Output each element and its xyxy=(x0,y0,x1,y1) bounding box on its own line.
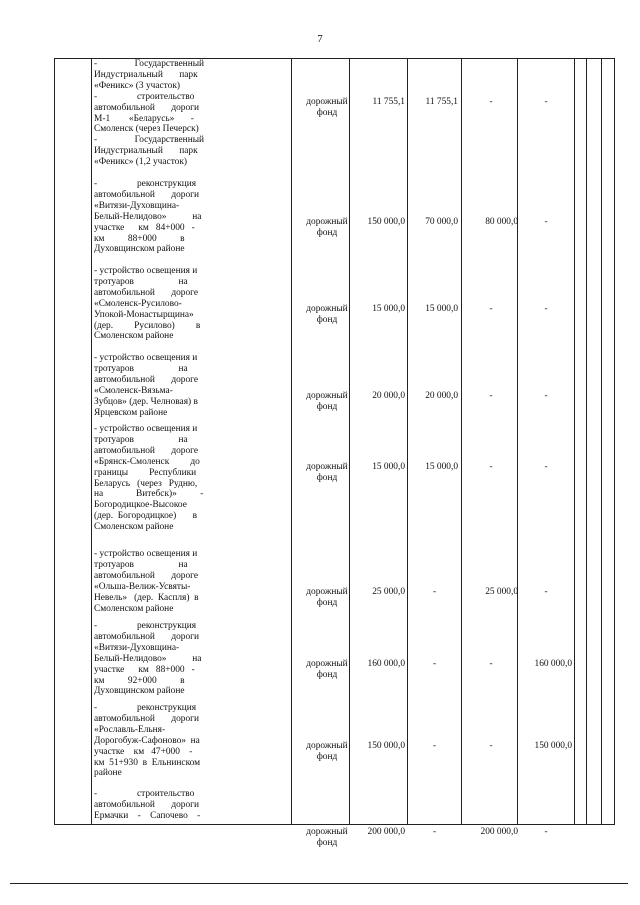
row-description xyxy=(94,621,277,697)
description-line: Упокой-Монастырщина» xyxy=(94,309,194,320)
description-line: - реконструкция xyxy=(94,703,197,713)
amount-cell-2: - xyxy=(432,741,437,751)
description-line: Индустриальный парк xyxy=(94,69,198,80)
amount-cell-2: - xyxy=(432,827,437,837)
amount-cell-4: - xyxy=(544,304,548,314)
description-line: автомобильной дороге xyxy=(94,374,199,385)
description-line: «Витязи-Духовщина- xyxy=(94,200,180,211)
amount-cell-3: - xyxy=(489,462,493,472)
description-line: км 92+000 в xyxy=(94,675,185,686)
description-line: Ермачки - Сапочево - xyxy=(94,810,201,821)
column-divider xyxy=(601,59,602,824)
funding-source: дорожный фонд xyxy=(306,659,348,680)
description-line: тротуаров на xyxy=(94,559,188,570)
row-description xyxy=(94,266,277,342)
description-line: «Смоленск-Вязьма- xyxy=(94,385,173,396)
amount-cell-2: 15 000,0 xyxy=(425,462,458,472)
description-line: «Рославль-Ельня- xyxy=(94,724,166,735)
row-description xyxy=(94,353,277,418)
description-line: участке км 47+000 - xyxy=(94,746,193,757)
funding-source: дорожный фонд xyxy=(306,217,348,238)
description-line: районе xyxy=(94,768,122,779)
description-line: Белый-Нелидово» на xyxy=(94,653,202,664)
description-line: «Брянск-Смоленск до xyxy=(94,456,200,467)
budget-table xyxy=(54,58,615,848)
amount-cell-3: - xyxy=(489,659,493,669)
description-line: «Витязи-Духовщина- xyxy=(94,642,180,653)
description-line: - строительство xyxy=(94,789,195,799)
description-line: - реконструкция xyxy=(94,179,197,189)
description-line: на Витебск)» - xyxy=(94,489,204,500)
description-line: Смоленском районе xyxy=(94,603,174,614)
row-description xyxy=(94,424,277,533)
amount-cell-2: 11 755,1 xyxy=(425,97,458,107)
description-line: «Смоленск-Русилово- xyxy=(94,298,182,309)
column-divider xyxy=(291,59,292,824)
amount-cell-3: - xyxy=(489,97,493,107)
funding-source: дорожный фонд xyxy=(306,462,348,483)
description-line: автомобильной дороги xyxy=(94,799,200,810)
row-description xyxy=(94,703,277,779)
column-divider xyxy=(407,59,408,824)
amount-cell-1: 200 000,0 xyxy=(367,827,405,837)
description-line: «Ольша-Велиж-Усвяты- xyxy=(94,581,191,592)
amount-cell-1: 15 000,0 xyxy=(372,304,405,314)
amount-cell-1: 11 755,1 xyxy=(372,97,405,107)
row-description xyxy=(94,179,277,255)
description-line: автомобильной дороге xyxy=(94,445,199,456)
page-number: 7 xyxy=(317,33,323,45)
amount-cell-1: 20 000,0 xyxy=(372,391,405,401)
amount-cell-1: 160 000,0 xyxy=(367,659,405,669)
description-line: - устройство освещения и xyxy=(94,353,198,363)
description-line: (дер. Русилово) в xyxy=(94,320,201,331)
row-description xyxy=(94,59,277,168)
amount-cell-4: 150 000,0 xyxy=(534,741,572,751)
description-line: Невель» (дер. Каспля) в xyxy=(94,592,199,603)
funding-source: дорожный фонд xyxy=(306,97,348,118)
description-line: Духовщинском районе xyxy=(94,686,185,697)
column-divider xyxy=(574,59,575,824)
description-line: Смоленск (через Печерск) xyxy=(94,124,199,135)
description-line: - строительство xyxy=(94,91,195,102)
description-line: - устройство освещения и xyxy=(94,549,198,559)
amount-cell-1: 25 000,0 xyxy=(372,587,405,597)
column-divider xyxy=(91,59,92,824)
description-line: границы Республики xyxy=(94,467,197,478)
description-line: Дорогобуж-Сафоново» на xyxy=(94,735,200,746)
amount-cell-1: 15 000,0 xyxy=(372,462,405,472)
row-description xyxy=(94,549,277,614)
amount-cell-4: - xyxy=(544,217,548,227)
description-line: - реконструкция xyxy=(94,621,197,631)
description-line: автомобильной дороге xyxy=(94,287,199,298)
row-description xyxy=(94,789,277,822)
description-line: тротуаров на xyxy=(94,434,188,445)
amount-cell-3: - xyxy=(489,304,493,314)
description-line: - Государственный xyxy=(94,59,205,69)
footer-rule xyxy=(10,883,628,884)
description-line: автомобильной дороги xyxy=(94,713,200,724)
description-line: Белый-Нелидово» на xyxy=(94,211,202,222)
description-line: М-1 «Беларусь» - xyxy=(94,113,194,124)
amount-cell-3: 80 000,0 xyxy=(485,217,518,227)
amount-cell-1: 150 000,0 xyxy=(367,741,405,751)
amount-cell-4: - xyxy=(544,827,548,837)
amount-cell-3: 25 000,0 xyxy=(485,587,518,597)
funding-source: дорожный фонд xyxy=(306,391,348,412)
description-line: (дер. Богородицкое) в xyxy=(94,511,198,522)
description-line: Смоленском районе xyxy=(94,331,174,342)
amount-cell-4: - xyxy=(544,587,548,597)
description-line: тротуаров на xyxy=(94,276,188,287)
description-line: автомобильной дороги xyxy=(94,102,200,113)
description-line: «Феникс» (1,2 участок) xyxy=(94,157,188,168)
amount-cell-1: 150 000,0 xyxy=(367,217,405,227)
funding-source: дорожный фонд xyxy=(306,587,348,608)
amount-cell-3: - xyxy=(489,391,493,401)
column-divider xyxy=(517,59,518,824)
description-line: Индустриальный парк xyxy=(94,146,198,157)
amount-cell-3: - xyxy=(489,741,493,751)
description-line: Богородицкое-Высокое xyxy=(94,500,187,511)
description-line: Смоленском районе xyxy=(94,522,174,533)
amount-cell-3: 200 000,0 xyxy=(480,827,518,837)
column-divider xyxy=(461,59,462,824)
amount-cell-2: 70 000,0 xyxy=(425,217,458,227)
description-line: - устройство освещения и xyxy=(94,266,198,276)
description-line: км 88+000 в xyxy=(94,233,185,244)
amount-cell-2: - xyxy=(432,587,437,597)
amount-cell-2: 15 000,0 xyxy=(425,304,458,314)
funding-source: дорожный фонд xyxy=(306,741,348,762)
description-line: автомобильной дороге xyxy=(94,570,199,581)
description-line: Зубцов» (дер. Челновая) в xyxy=(94,396,198,407)
funding-source: дорожный фонд xyxy=(306,304,348,325)
description-line: «Феникс» (3 участок) xyxy=(94,80,181,91)
amount-cell-4: 160 000,0 xyxy=(534,659,572,669)
description-line: участке км 84+000 - xyxy=(94,222,195,233)
amount-cell-2: - xyxy=(432,659,437,669)
description-line: тротуаров на xyxy=(94,363,188,374)
amount-cell-4: - xyxy=(544,97,548,107)
column-divider xyxy=(349,59,350,824)
description-line: км 51+930 в Ельнинском xyxy=(94,757,201,768)
description-line: автомобильной дороги xyxy=(94,631,200,642)
funding-source: дорожный фонд xyxy=(306,827,348,848)
description-line: Духовщинском районе xyxy=(94,244,185,255)
description-line: - устройство освещения и xyxy=(94,424,198,434)
description-line: Ярцевском районе xyxy=(94,407,168,418)
column-divider xyxy=(586,59,587,824)
description-line: - Государственный xyxy=(94,135,205,146)
amount-cell-4: - xyxy=(544,462,548,472)
description-line: автомобильной дороги xyxy=(94,189,200,200)
description-line: участке км 88+000 - xyxy=(94,664,195,675)
amount-cell-4: - xyxy=(544,391,548,401)
amount-cell-2: 20 000,0 xyxy=(425,391,458,401)
description-line: Беларусь (через Рудню, xyxy=(94,478,198,489)
